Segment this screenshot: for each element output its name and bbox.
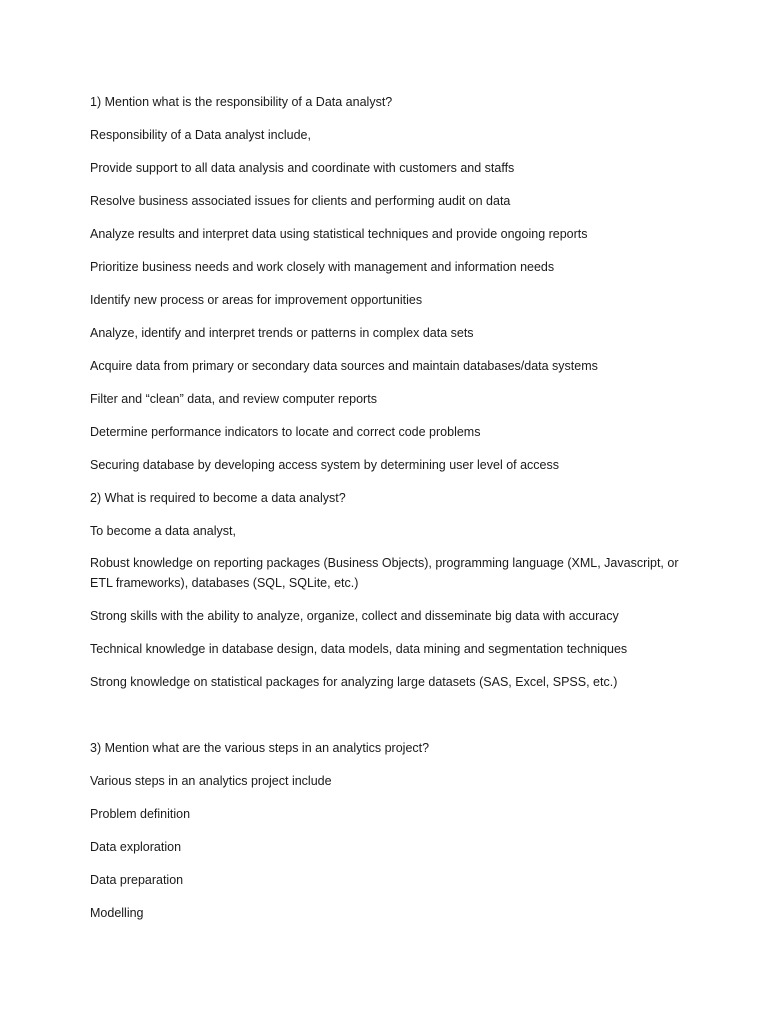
answer-line: Resolve business associated issues for clients and performing audit on data xyxy=(90,194,511,208)
answer-line: Problem definition xyxy=(90,807,191,821)
answer-line: Determine performance indicators to locate and correct code problems xyxy=(90,425,481,439)
answer-line: Data exploration xyxy=(90,840,182,854)
answer-line: Analyze results and interpret data using statistical techniques and provide ongoing reports xyxy=(90,227,588,241)
question-2-heading: 2) What is required to become a data analyst? xyxy=(90,491,346,505)
answer-intro-text: To become a data analyst, xyxy=(90,524,236,538)
answer-line: Data preparation xyxy=(90,873,184,887)
answer-intro-text: Responsibility of a Data analyst include, xyxy=(90,128,311,142)
answer-intro-text: Various steps in an analytics project include xyxy=(90,774,332,788)
answer-line: Provide support to all data analysis and coordinate with customers and staffs xyxy=(90,161,515,175)
question-1-heading: 1) Mention what is the responsibility of a Data analyst? xyxy=(90,95,393,109)
answer-line: Strong knowledge on statistical packages for analyzing large datasets (SAS, Excel, SPSS, etc.) xyxy=(90,675,618,689)
answer-line: Technical knowledge in database design, data models, data mining and segmentation techniques xyxy=(90,642,628,656)
answer-line: Securing database by developing access system by determining user level of access xyxy=(90,458,560,472)
answer-line: Prioritize business needs and work closely with management and information needs xyxy=(90,260,555,274)
answer-line: Filter and “clean” data, and review computer reports xyxy=(90,392,377,406)
answer-line: Acquire data from primary or secondary data sources and maintain databases/data systems xyxy=(90,359,598,373)
answer-line: Strong skills with the ability to analyze, organize, collect and disseminate big data with accuracy xyxy=(90,609,619,623)
answer-line: Modelling xyxy=(90,906,144,920)
answer-line: Identify new process or areas for improvement opportunities xyxy=(90,293,423,307)
question-3-heading: 3) Mention what are the various steps in an analytics project? xyxy=(90,741,430,755)
answer-line: Robust knowledge on reporting packages (Business Objects), programming language (XML, Javascript, or ETL frameworks), databases (SQL, SQLite, etc.) xyxy=(90,556,679,590)
answer-line: Analyze, identify and interpret trends or patterns in complex data sets xyxy=(90,326,474,340)
